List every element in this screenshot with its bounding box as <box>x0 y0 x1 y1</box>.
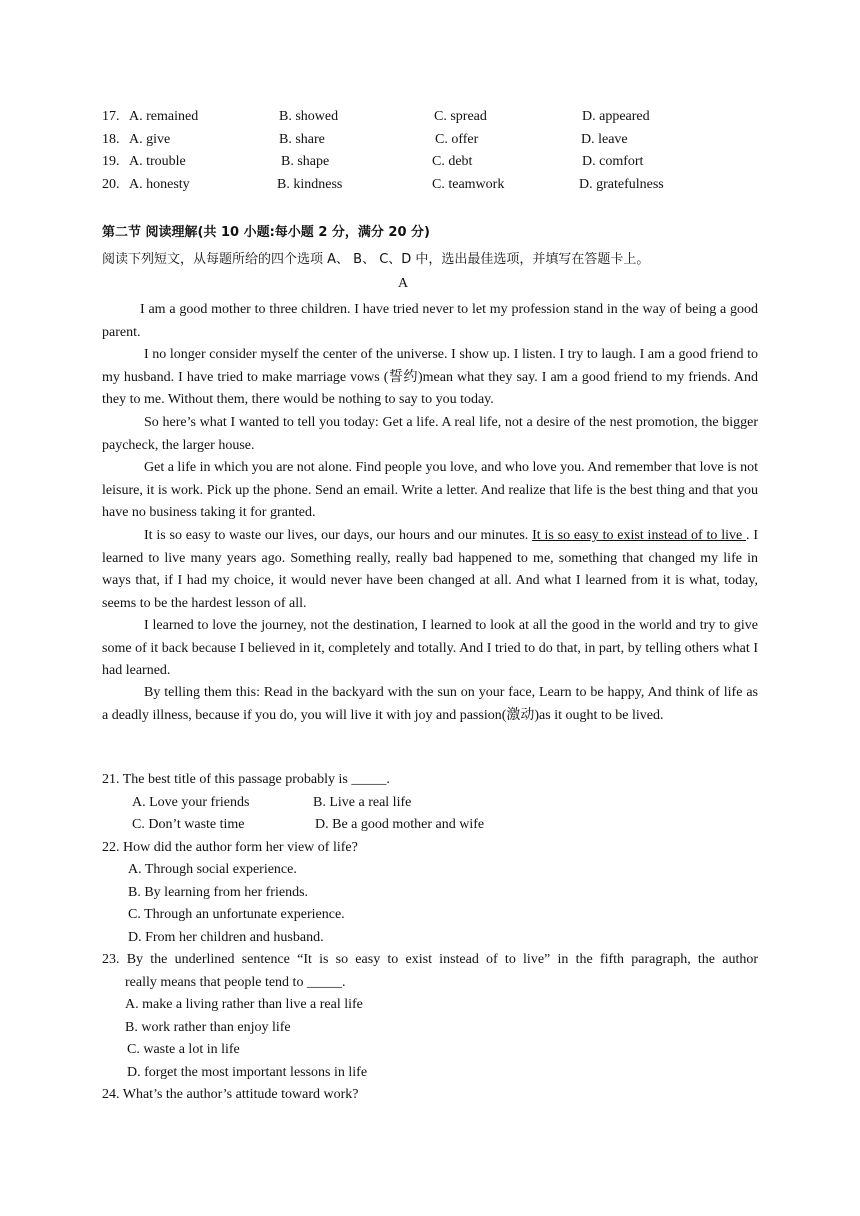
question-23-stem-line-2: really means that people tend to _____. <box>125 975 346 990</box>
question-23-stem-line-1: 23. By the underlined sentence “It is so easy to exist instead of to live” in the fifth paragraph, the author <box>102 952 758 967</box>
option-b: B. showed <box>279 109 339 124</box>
option-c: C. debt <box>432 154 473 169</box>
question-24-stem: 24. What’s the author’s attitude toward work? <box>102 1087 359 1102</box>
question-21-option-a: A. Love your friends <box>132 795 250 810</box>
option-c: C. offer <box>435 132 479 147</box>
question-22-option-c: C. Through an unfortunate experience. <box>128 907 345 922</box>
question-23-option-c: C. waste a lot in life <box>127 1042 240 1057</box>
passage-paragraph-5 <box>102 525 758 615</box>
option-a: A. give <box>129 132 171 147</box>
option-a: A. honesty <box>129 177 190 192</box>
question-22-option-a: A. Through social experience. <box>128 862 297 877</box>
passage-paragraph-1: I am a good mother to three children. I have tried never to let my profession stand in the way of being a good parent. <box>102 302 758 340</box>
option-d: D. comfort <box>582 154 644 169</box>
option-d: D. gratefulness <box>579 177 664 192</box>
passage-paragraph-4: Get a life in which you are not alone. Find people you love, and who love you. And remember that love is not leisure, it is work. Pick up the phone. Send an email. Write a letter. And realize that life is the best thing and that you have no business taking it for granted. <box>102 460 758 520</box>
option-b: B. kindness <box>277 177 343 192</box>
question-22-option-b: B. By learning from her friends. <box>128 885 309 900</box>
option-b: B. shape <box>281 154 330 169</box>
option-a: A. remained <box>129 109 199 124</box>
paragraph-5-end: . I learned to live many years ago. Something really, really bad happened to me, something that changed my life in ways that, if I had my choice, it would never have been changed at all. And what I learned from it is what, today, seems to be the hardest lesson of all. <box>102 528 759 611</box>
option-d: D. leave <box>581 132 628 147</box>
question-21-stem: 21. The best title of this passage probably is _____. <box>102 772 390 787</box>
passage-paragraph-2: I no longer consider myself the center of the universe. I show up. I listen. I try to laugh. I am a good friend to my husband. I have tried to make marriage vows (誓约)mean what they say. I am a good friend to my friends. And they to me. Without them, there would be nothing to say to you today. <box>102 347 758 407</box>
question-22-option-d: D. From her children and husband. <box>128 930 324 945</box>
section-heading: 第二节 阅读理解(共 10 小题:每小题 2 分，满分 20 分) <box>102 225 430 240</box>
option-c: C. spread <box>434 109 487 124</box>
option-c: C. teamwork <box>432 177 505 192</box>
question-23-option-b: B. work rather than enjoy life <box>125 1020 291 1035</box>
question-21-option-c: C. Don’t waste time <box>132 817 245 832</box>
passage-paragraph-3: So here’s what I wanted to tell you today: Get a life. A real life, not a desire of the nest promotion, the bigger paycheck, the larger house. <box>102 415 758 453</box>
passage-paragraph-7: By telling them this: Read in the backyard with the sun on your face, Learn to be happy, And think of life as a deadly illness, because if you do, you will live it with joy and passion(激动)as it ought to be lived. <box>102 685 758 723</box>
question-23-option-d: D. forget the most important lessons in life <box>127 1065 368 1080</box>
section-instruction: 阅读下列短文，从每题所给的四个选项 A、 B、 C、D 中，选出最佳选项，并填写在答题卡上。 <box>102 252 650 267</box>
option-b: B. share <box>279 132 325 147</box>
passage-label: A <box>398 276 409 291</box>
question-23-option-a: A. make a living rather than live a real life <box>125 997 363 1012</box>
underlined-sentence: It is so easy to exist instead of to live <box>532 528 747 543</box>
question-22-stem: 22. How did the author form her view of life? <box>102 840 358 855</box>
question-number: 20. <box>102 177 120 192</box>
question-21-option-b: B. Live a real life <box>313 795 412 810</box>
question-number: 19. <box>102 154 120 169</box>
passage-paragraph-6: I learned to love the journey, not the destination, I learned to look at all the good in the world and try to give some of it back because I believed in it, completely and totally. And I tried to do that, in part, by telling others what I had learned. <box>102 618 758 678</box>
paragraph-5-start: It is so easy to waste our lives, our days, our hours and our minutes. <box>144 528 533 543</box>
question-21-option-d: D. Be a good mother and wife <box>315 817 485 832</box>
question-number: 18. <box>102 132 120 147</box>
option-d: D. appeared <box>582 109 650 124</box>
question-number: 17. <box>102 109 120 124</box>
option-a: A. trouble <box>129 154 186 169</box>
